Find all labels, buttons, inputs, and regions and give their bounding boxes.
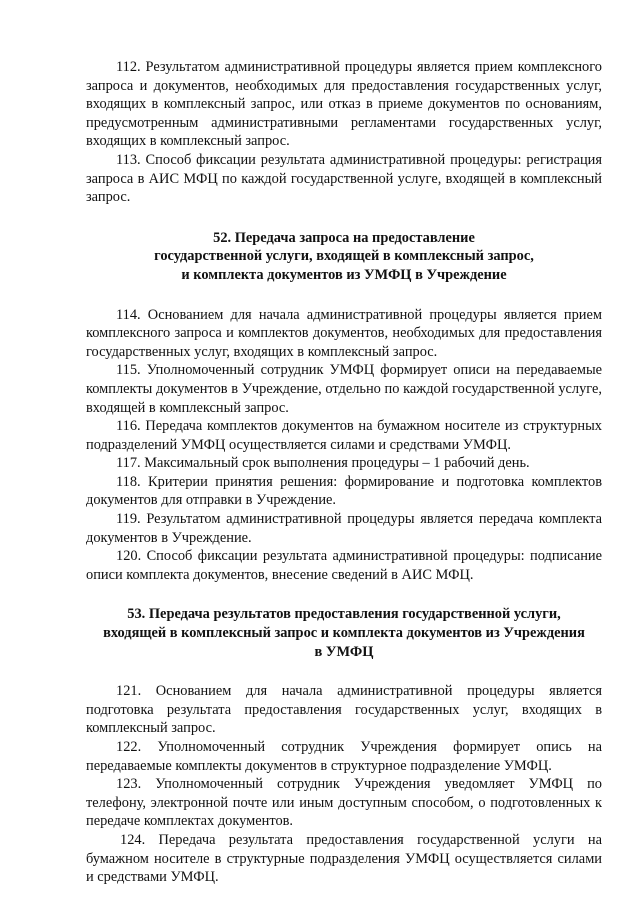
paragraph-123: 123. Уполномоченный сотрудник Учреждения уведомляет УМФЦ по телефону, электронной почте или иным доступным способом, о подготовленных к передаче комплектах документов. bbox=[86, 776, 602, 830]
section-heading-53-line-1: 53. Передача результатов предоставления государственной услуги, bbox=[127, 606, 561, 623]
paragraph-116: 116. Передача комплектов документов на бумажном носителе из структурных подразделений УМФЦ осуществляется силами и средствами УМФЦ. bbox=[86, 418, 602, 453]
section-heading-52-line-1: 52. Передача запроса на предоставление bbox=[213, 229, 475, 246]
section-heading-53 bbox=[86, 605, 602, 661]
section-heading-52 bbox=[86, 229, 602, 285]
paragraph-117: 117. Максимальный срок выполнения процедуры – 1 рабочий день. bbox=[116, 455, 530, 472]
paragraph-118: 118. Критерии принятия решения: формирование и подготовка комплектов документов для отправки в Учреждение. bbox=[86, 473, 602, 509]
paragraph-112: 112. Результатом административной процедуры является прием комплексного запроса и документов, необходимых для предоставления государственных услуг, входящих в комплексный запрос, или отказ в приеме документов по основаниям, предусмотренным административными регламентами государственных услуг, входящих в комплексный запрос. bbox=[86, 59, 602, 150]
paragraph-113: 113. Способ фиксации результата административной процедуры: регистрация запроса в АИС МФЦ по каждой государственной услуге, входящей в комплексный запрос. bbox=[86, 151, 602, 206]
paragraph-114: 114. Основанием для начала административной процедуры является прием комплексного запроса и комплектов документов, необходимых для предоставления государственных услуг, входящих в комплексный запрос. bbox=[86, 306, 602, 360]
paragraph-121: 121. Основанием для начала административной процедуры является подготовка результата предоставления государственных услуг, входящих в комплексный запрос. bbox=[86, 683, 602, 737]
section-heading-52-line-2: государственной услуги, входящей в комплексный запрос, bbox=[154, 248, 534, 265]
paragraph-119: 119. Результатом административной процедуры является передача комплекта документов в Учреждение. bbox=[86, 511, 602, 546]
section-heading-53-line-2: входящей в комплексный запрос и комплекта документов из Учреждения bbox=[103, 625, 585, 642]
section-heading-53-line-3: в УМФЦ bbox=[314, 643, 374, 660]
paragraph-120: 120. Способ фиксации результата административной процедуры: подписание описи комплекта документов, внесение сведений в АИС МФЦ. bbox=[86, 548, 602, 583]
paragraph-124: 124. Передача результата предоставления государственной услуги на бумажном носителе в структурные подразделения УМФЦ осуществляется силами и средствами УМФЦ. bbox=[86, 831, 602, 886]
section-heading-52-line-3: и комплекта документов из УМФЦ в Учреждение bbox=[181, 266, 507, 283]
paragraph-115: 115. Уполномоченный сотрудник УМФЦ формирует описи на передаваемые комплекты документов в Учреждение, отдельно по каждой государственной услуге, входящей в комплексный запрос. bbox=[86, 362, 602, 416]
paragraph-122: 122. Уполномоченный сотрудник Учреждения формирует опись на передаваемые комплекты документов в структурное подразделение УМФЦ. bbox=[86, 739, 602, 774]
